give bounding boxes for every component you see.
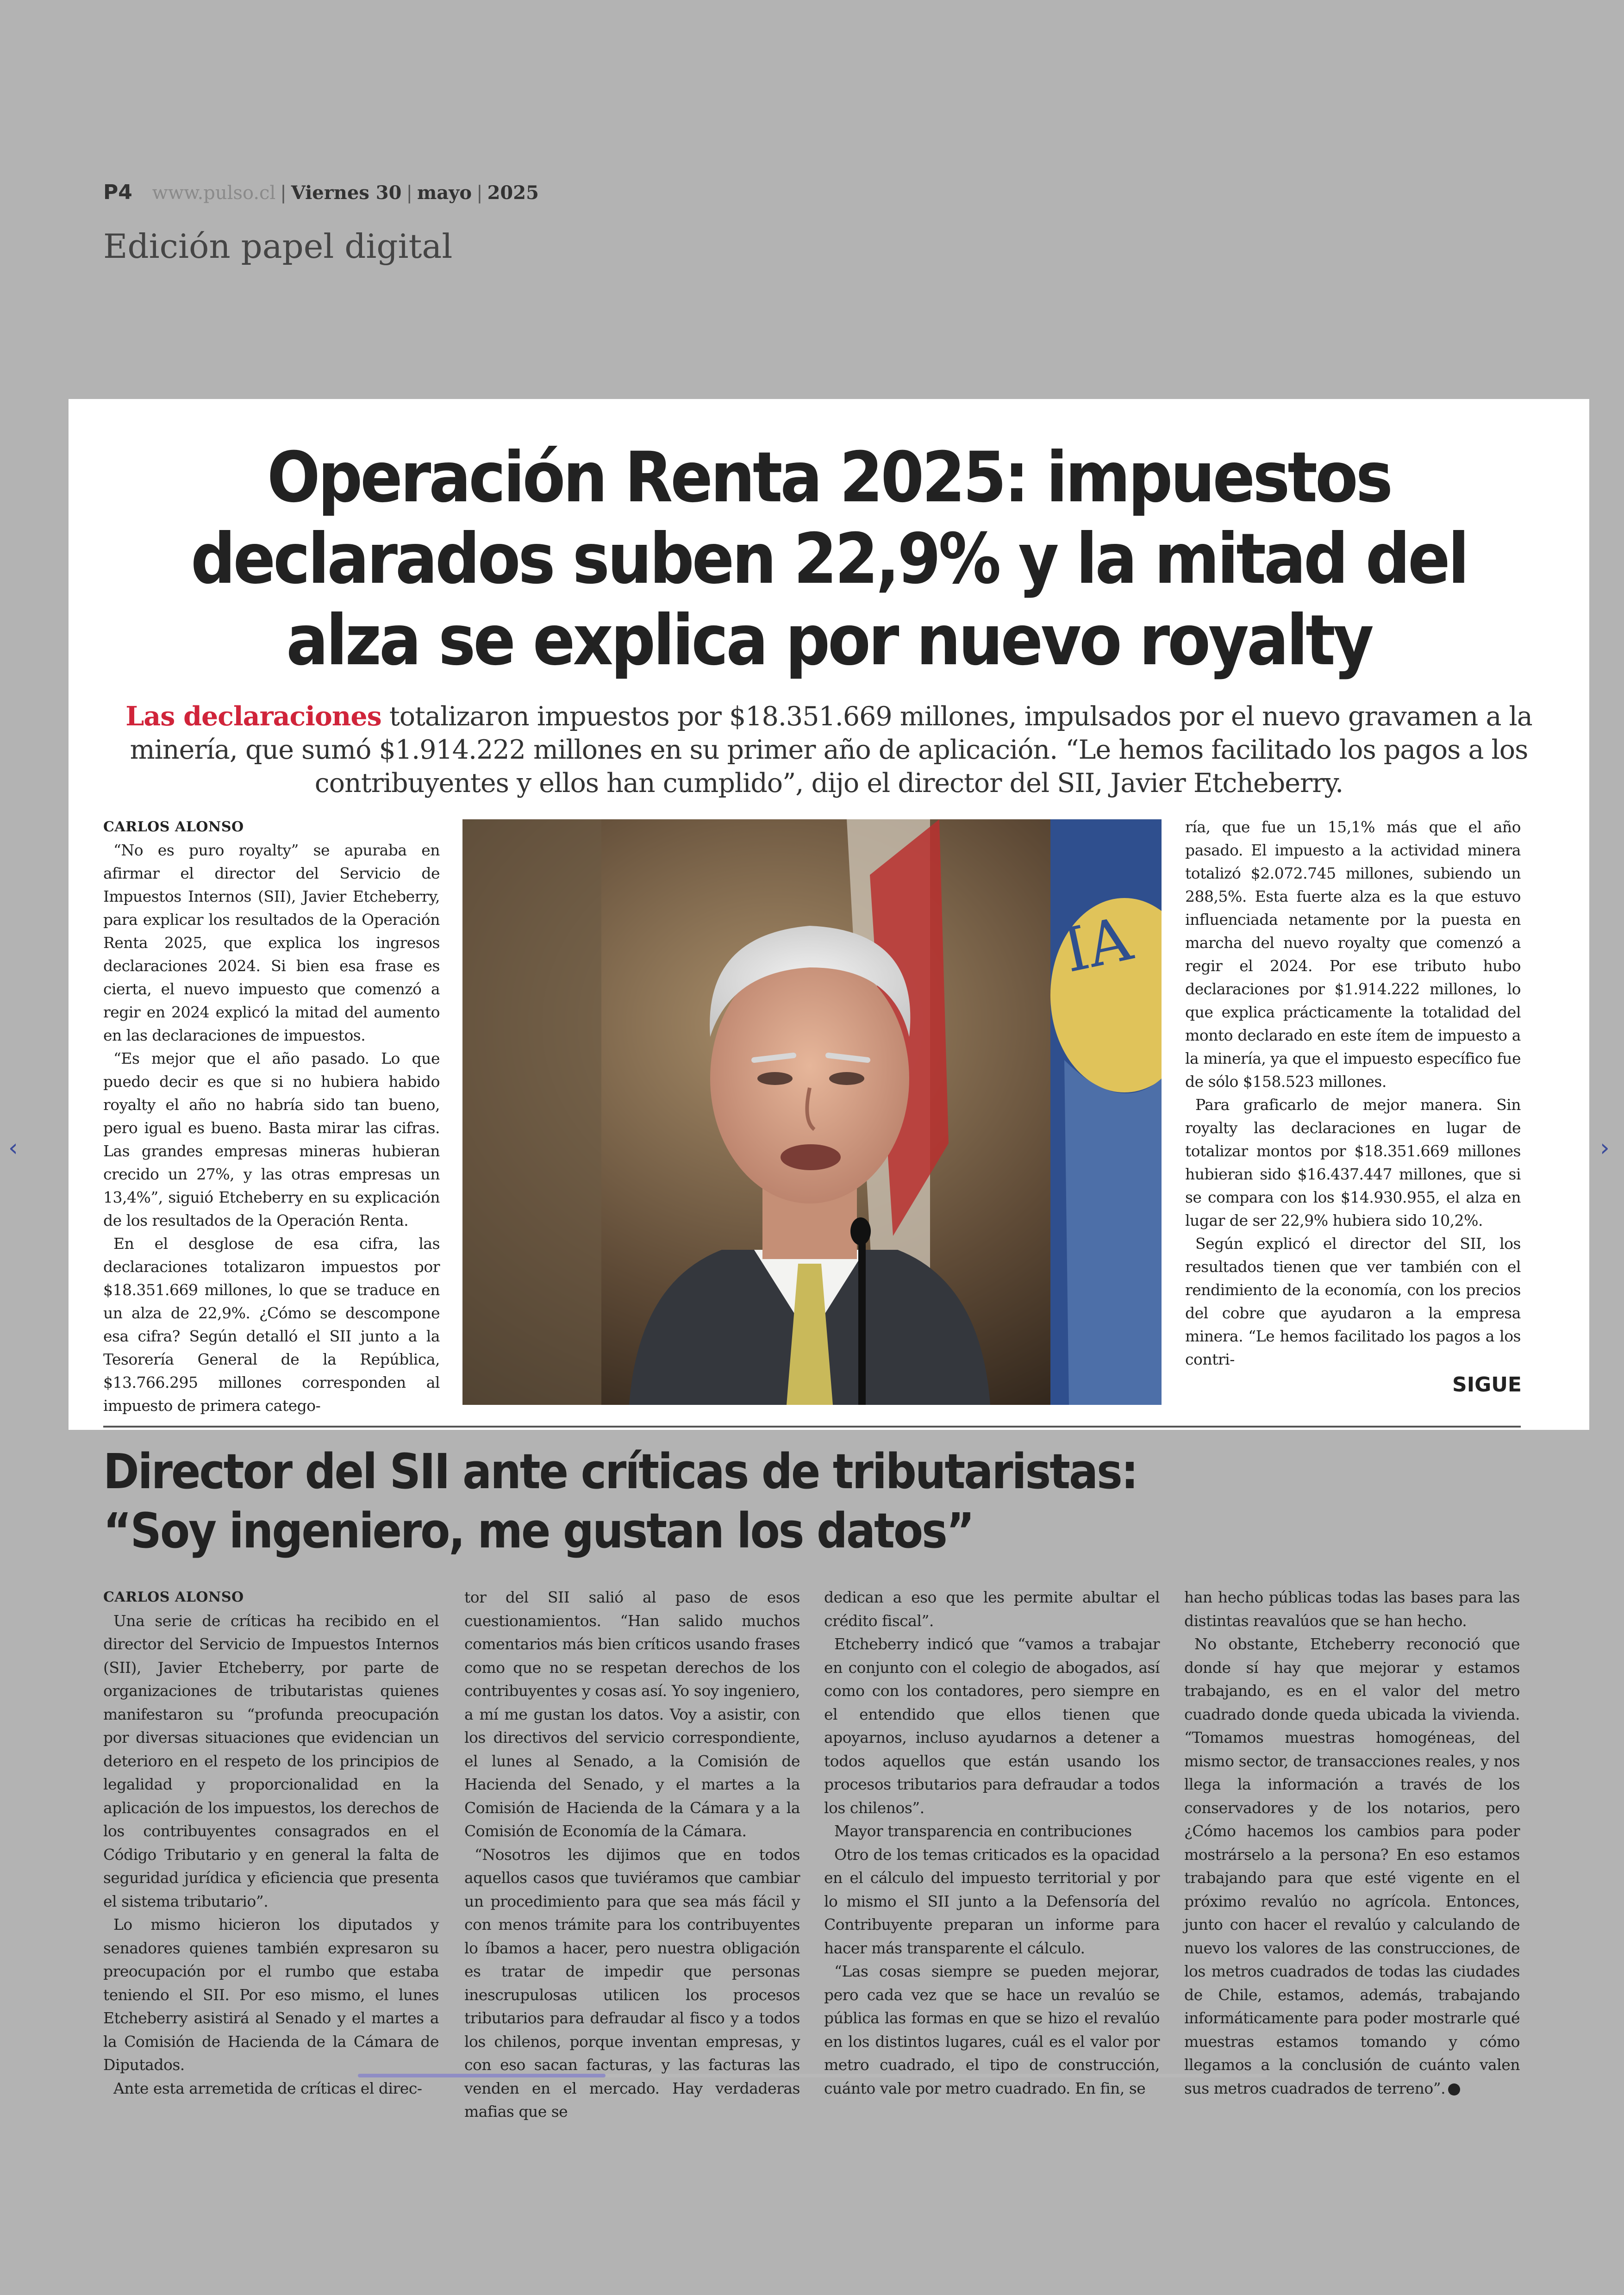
byline: CARLOS ALONSO	[103, 819, 244, 835]
page-scrollbar[interactable]	[358, 2074, 1268, 2077]
paragraph: “Es mejor que el año pasado. Lo que puedo decir es que si no hubiera habido royalty el año no habría sido tan bueno, pero igual es bueno. Basta mirar las cifras. Las grandes empresas mineras hubieran crecido un 27%, y las otras empresas un 13,4%”, siguió Etcheberry en su explicación de los resultados de la Operación Renta.	[103, 1049, 440, 1229]
featured-article[interactable]	[69, 399, 1589, 1430]
paragraph: Para graficarlo de mejor manera. Sin royalty las declaraciones en lugar de totalizar montos por $18.351.669 millones hubieran sido $16.437.447 millones, que si se compara con los $14.930.955, el alza en lugar de ser 22,9% hubiera sido 10,2%.	[1185, 1096, 1521, 1229]
paragraph: tor del SII salió al paso de esos cuestionamientos. “Han salido muchos comentarios más bien críticos usando frases como que no se respetan derechos de los contribuyentes y cosas así. Yo soy ingeniero, a mí me gustan los datos. Voy a asistir, con los directivos del servicio correspondiente, el lunes al Senado, a la Comisión de Hacienda del Senado, y el martes a la Comisión de Hacienda de la Cámara y a la Comisión de Economía de la Cámara.	[464, 1588, 800, 1840]
date-month: mayo	[417, 182, 472, 204]
article-column-1	[103, 816, 440, 1417]
paragraph: Una serie de críticas ha recibido en el director del Servicio de Impuestos Internos (SII), Javier Etcheberry, por parte de organizaciones de tributaristas quienes manifestaron su “profunda preocupación por diversas situaciones que evidencian un deterioro en el respeto de los principios de legalidad y proporcionalidad en la aplicación de los impuestos, los derechos de los contribuyentes consagrados en el Código Tributario y en general la falta de seguridad jurídica y eficiencia que presenta el sistema tributario”.	[103, 1611, 439, 1910]
next-page-arrow-icon[interactable]: ›	[1600, 1134, 1610, 1162]
svg-text:IA: IA	[1057, 903, 1138, 986]
paragraph	[1184, 1633, 1520, 2100]
headline-line: Operación Renta 2025: impuestos	[267, 437, 1391, 518]
paragraph: “Nosotros les dijimos que en todos aquellos casos que tuviéramos que cambiar un procedimiento para que sea más fácil y con menos trámite para los contribuyentes lo íbamos a hacer, pero nuestra obligación es tratar de impedir que personas inescrupulosas utilicen los procesos tributarios para defraudar al fisco y a todos los chilenos, porque inventan empresas, y con eso sacan facturas, y las facturas las venden en el mercado. Hay verdaderas mafias que se	[464, 1845, 800, 2120]
paragraph-text: No obstante, Etcheberry reconoció que donde sí hay que mejorar y estamos trabajando, es en el valor del metro cuadrado donde queda ubicada la vivienda. “Tomamos muestras homogéneas, del mismo sector, de transacciones reales, y nos llega la información a través de los conservadores y de los notarios, pero ¿Cómo hacemos los cambios para poder mostrárselo a la persona? En eso estamos trabajando para que esté vigente en el próximo revalúo no agrícola. Entonces, junto con hacer el revalúo y calculando de nuevo los valores de las construcciones, de los metros cuadrados de todas las ciudades de Chile, estamos, además, trabajando informáticamente para poder mostrarle qué muestras estamos tomando y cómo llegamos a la conclusión de cuánto valen sus metros cuadrados de terreno”.	[1184, 1635, 1520, 2097]
article-column-3	[1185, 816, 1521, 1371]
paragraph: ría, que fue un 15,1% más que el año pasado. El impuesto a la actividad minera totalizó $2.072.745 millones, subiendo un 288,5%. Esta fuerte alza es la que estuvo influenciada netamente por la puesta en marcha del nuevo royalty que comenzó a regir el 2024. Por ese tributo hubo declaraciones por $1.914.222 millones, lo que explica prácticamente la totalidad del monto declarado en este ítem de impuesto a la minería, ya que el impuesto específico fue de sólo $158.523 millones.	[1185, 818, 1521, 1091]
continue-link[interactable]: SIGUE	[1452, 1373, 1522, 1397]
paragraph: Lo mismo hicieron los diputados y senadores quienes también expresaron su preocupación por el rumbo que estaba teniendo el SII. Por eso mismo, el lunes Etcheberry asistirá al Senado y el martes a la Comisión de Hacienda de la Cámara de Diputados.	[103, 1915, 439, 2074]
end-mark-icon	[1448, 2083, 1460, 2095]
article2-column-1	[103, 1586, 439, 2100]
page-number: P4	[103, 181, 132, 204]
portrait-illustration	[462, 819, 1162, 1405]
article2-column-4	[1184, 1586, 1520, 2100]
lede-lead: Las declaraciones	[125, 701, 381, 732]
prev-page-arrow-icon[interactable]: ‹	[8, 1134, 18, 1162]
headline-line: Director del SII ante críticas de tributaristas:	[103, 1443, 1137, 1500]
article2-column-2	[464, 1586, 800, 2124]
date-year: 2025	[487, 182, 539, 204]
article2-headline	[103, 1442, 1137, 1560]
divider	[103, 1426, 1521, 1428]
byline: CARLOS ALONSO	[103, 1589, 244, 1605]
edition-label: Edición papel digital	[103, 227, 453, 266]
paragraph: Etcheberry indicó que “vamos a trabajar en conjunto con el colegio de abogados, así como con los contadores, pero siempre en el entendido que ellos tienen que apoyarnos, incluso ayudarnos a detener a todos aquellos que están usando los procesos tributarios para defraudar a todos los chilenos”.	[824, 1635, 1160, 1817]
paragraph: “Las cosas siempre se pueden mejorar, pero cada vez que se hace un revalúo se pública las formas en que se hizo el revalúo en los distintos lugares, cuál es el valor por metro cuadrado, el tipo de construcción, cuánto vale por metro cuadrado. En fin, se	[824, 1962, 1160, 2097]
scrollbar-thumb[interactable]	[358, 2074, 606, 2077]
article-headline	[69, 437, 1589, 681]
article2-column-3	[824, 1586, 1160, 2100]
subheading: Mayor transparencia en contribuciones	[834, 1822, 1132, 1840]
paragraph: Según explicó el director del SII, los resultados tienen que ver también con el rendimiento de la economía, con los precios del cobre que ayudaron a la empresa minera. “Le hemos facilitado los pagos a los contri-	[1185, 1235, 1521, 1368]
article-lede	[96, 700, 1562, 800]
paragraph: han hecho públicas todas las bases para las distintas reavalúos que se han hecho.	[1184, 1588, 1520, 1630]
date-day: Viernes 30	[291, 182, 402, 204]
headline-line: alza se explica por nuevo royalty	[286, 600, 1372, 681]
paragraph: Ante esta arremetida de críticas el direc-	[113, 2079, 422, 2097]
masthead: P4 www.pulso.cl | Viernes 30 | mayo | 2025	[103, 181, 539, 204]
site-url[interactable]: www.pulso.cl	[152, 182, 276, 204]
paragraph: dedican a eso que les permite abultar el crédito fiscal”.	[824, 1588, 1160, 1630]
lede-text: totalizaron impuestos por $18.351.669 millones, impulsados por el nuevo gravamen a la minería, que sumó $1.914.222 millones en su primer año de aplicación. “Le hemos facilitado los pagos a los contribuyentes y ellos han cumplido”, dijo el director del SII, Javier Etcheberry.	[130, 701, 1532, 798]
paragraph: “No es puro royalty” se apuraba en afirmar el director del Servicio de Impuestos Internos (SII), Javier Etcheberry, para explicar los resultados de la Operación Renta 2025, que explica los ingresos declaraciones 2024. Si bien esa frase es cierta, el nuevo impuesto que comenzó a regir en 2024 explicó la mitad del aumento en las declaraciones de impuestos.	[103, 841, 440, 1044]
paragraph: En el desglose de esa cifra, las declaraciones totalizaron impuestos por $18.351.669 millones, lo que se traduce en un alza de 22,9%. ¿Cómo se descompone esa cifra? Según detalló el SII junto a la Tesorería General de la República, $13.766.295 millones corresponden al impuesto de primera catego-	[103, 1235, 440, 1415]
headline-line: “Soy ingeniero, me gustan los datos”	[103, 1503, 974, 1559]
article-photo	[462, 819, 1162, 1405]
headline-line: declarados suben 22,9% y la mitad del	[191, 519, 1467, 599]
paragraph: Otro de los temas criticados es la opacidad en el cálculo del impuesto territorial y por lo mismo el SII junto a la Defensoría del Contribuyente preparan un informe para hacer más transparente el cálculo.	[824, 1845, 1160, 1957]
